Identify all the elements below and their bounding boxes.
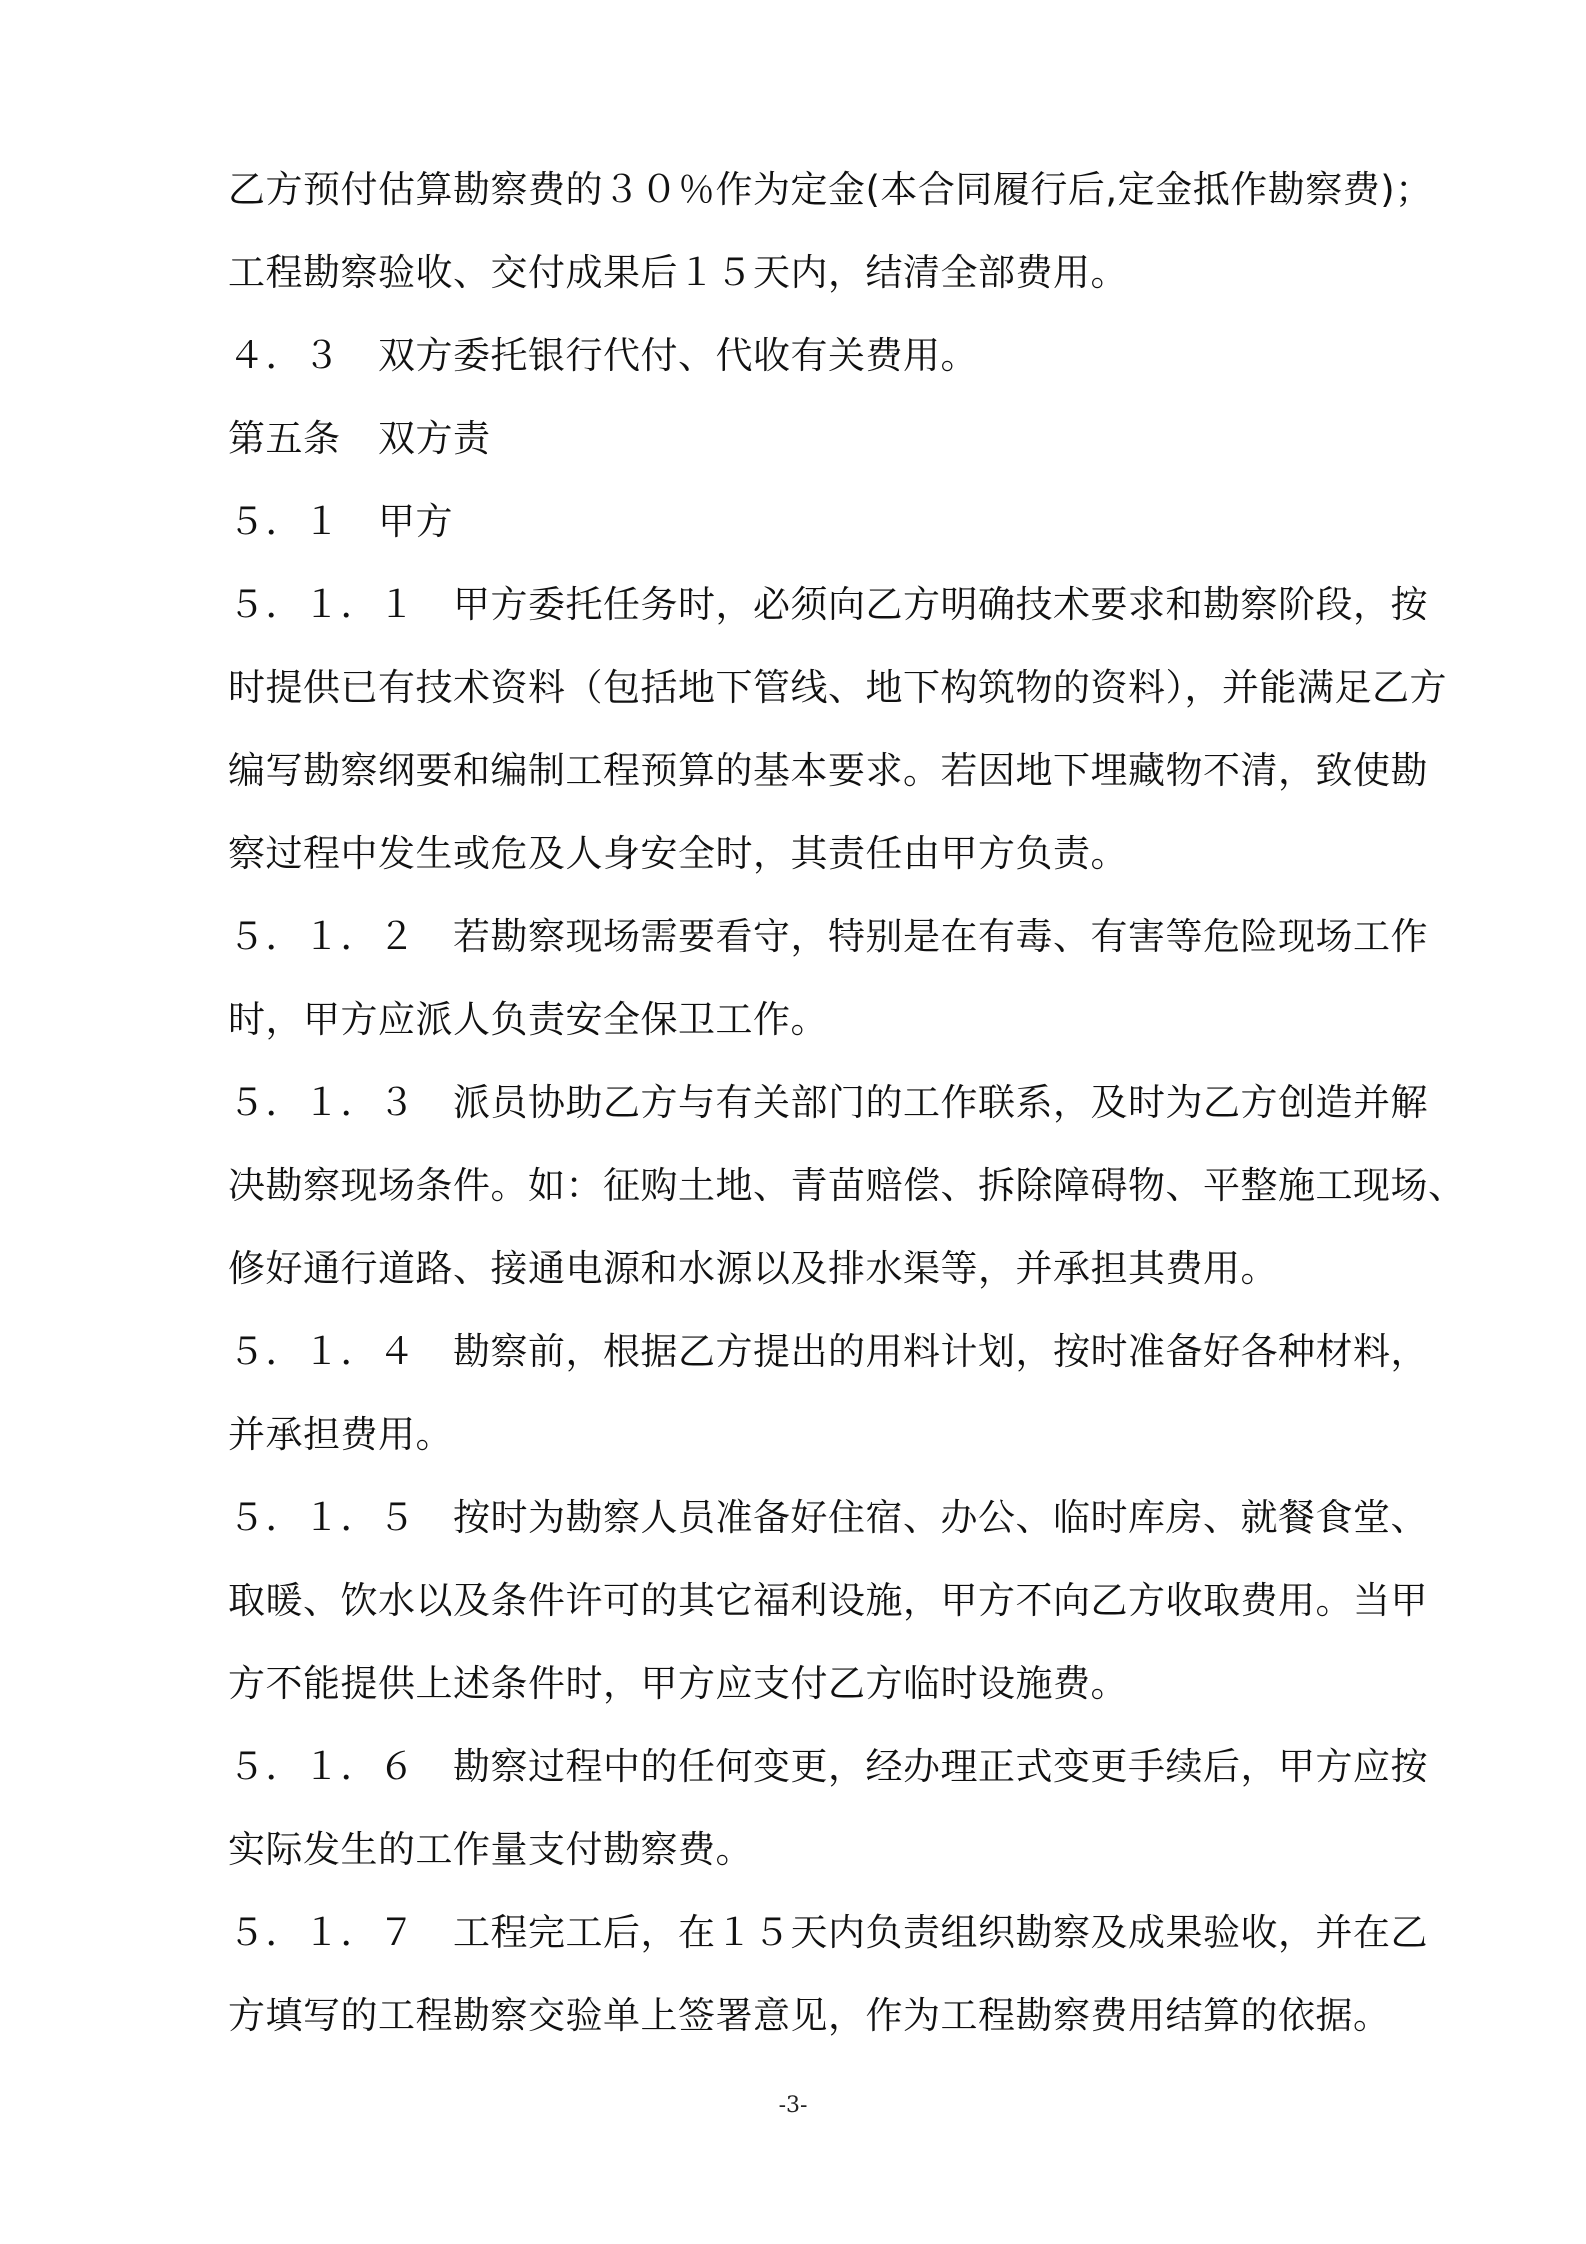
clause-5-1-6: ５．１．６ 勘察过程中的任何变更，经办理正式变更手续后，甲方应按: [228, 1745, 1428, 1788]
clause-5-1-5: ５．１．５ 按时为勘察人员准备好住宿、办公、临时库房、就餐食堂、: [228, 1496, 1428, 1539]
clause-5-1-2: ５．１．２ 若勘察现场需要看守，特别是在有毒、有害等危险现场工作: [228, 915, 1428, 958]
text-line: 时提供已有技术资料（包括地下管线、地下构筑物的资料），并能满足乙方: [228, 666, 1447, 709]
text-line: 工程勘察验收、交付成果后１５天内，结清全部费用。: [228, 251, 1128, 294]
clause-4-3: ４．３ 双方委托银行代付、代收有关费用。: [228, 334, 978, 377]
clause-5-1-1: ５．１．１ 甲方委托任务时，必须向乙方明确技术要求和勘察阶段，按: [228, 583, 1428, 626]
text-line: 并承担费用。: [228, 1413, 453, 1456]
text-line: 乙方预付估算勘察费的３０％作为定金(本合同履行后,定金抵作勘察费)；: [228, 168, 1433, 211]
text-line: 取暖、饮水以及条件许可的其它福利设施，甲方不向乙方收取费用。当甲: [228, 1579, 1428, 1622]
text-line: 时，甲方应派人负责安全保卫工作。: [228, 998, 828, 1041]
text-line: 方不能提供上述条件时，甲方应支付乙方临时设施费。: [228, 1662, 1128, 1705]
clause-5-1-heading: ５．１ 甲方: [228, 500, 453, 543]
page-number: -3-: [778, 2093, 808, 2118]
text-line: 实际发生的工作量支付勘察费。: [228, 1828, 753, 1871]
text-line: 察过程中发生或危及人身安全时，其责任由甲方负责。: [228, 832, 1128, 875]
clause-5-1-7: ５．１．７ 工程完工后，在１５天内负责组织勘察及成果验收，并在乙: [228, 1911, 1428, 1954]
text-line: 编写勘察纲要和编制工程预算的基本要求。若因地下埋藏物不清，致使勘: [228, 749, 1428, 792]
text-line: 决勘察现场条件。如：征购土地、青苗赔偿、拆除障碍物、平整施工现场、: [228, 1164, 1466, 1207]
clause-5-1-3: ５．１．３ 派员协助乙方与有关部门的工作联系，及时为乙方创造并解: [228, 1081, 1428, 1124]
text-line: 修好通行道路、接通电源和水源以及排水渠等，并承担其费用。: [228, 1247, 1278, 1290]
contract-body: [228, 148, 1466, 2057]
text-line: 方填写的工程勘察交验单上签署意见，作为工程勘察费用结算的依据。: [228, 1994, 1391, 2037]
clause-5-1-4: ５．１．４ 勘察前，根据乙方提出的用料计划，按时准备好各种材料，: [228, 1330, 1428, 1373]
article-5-heading: 第五条 双方责: [228, 417, 491, 460]
